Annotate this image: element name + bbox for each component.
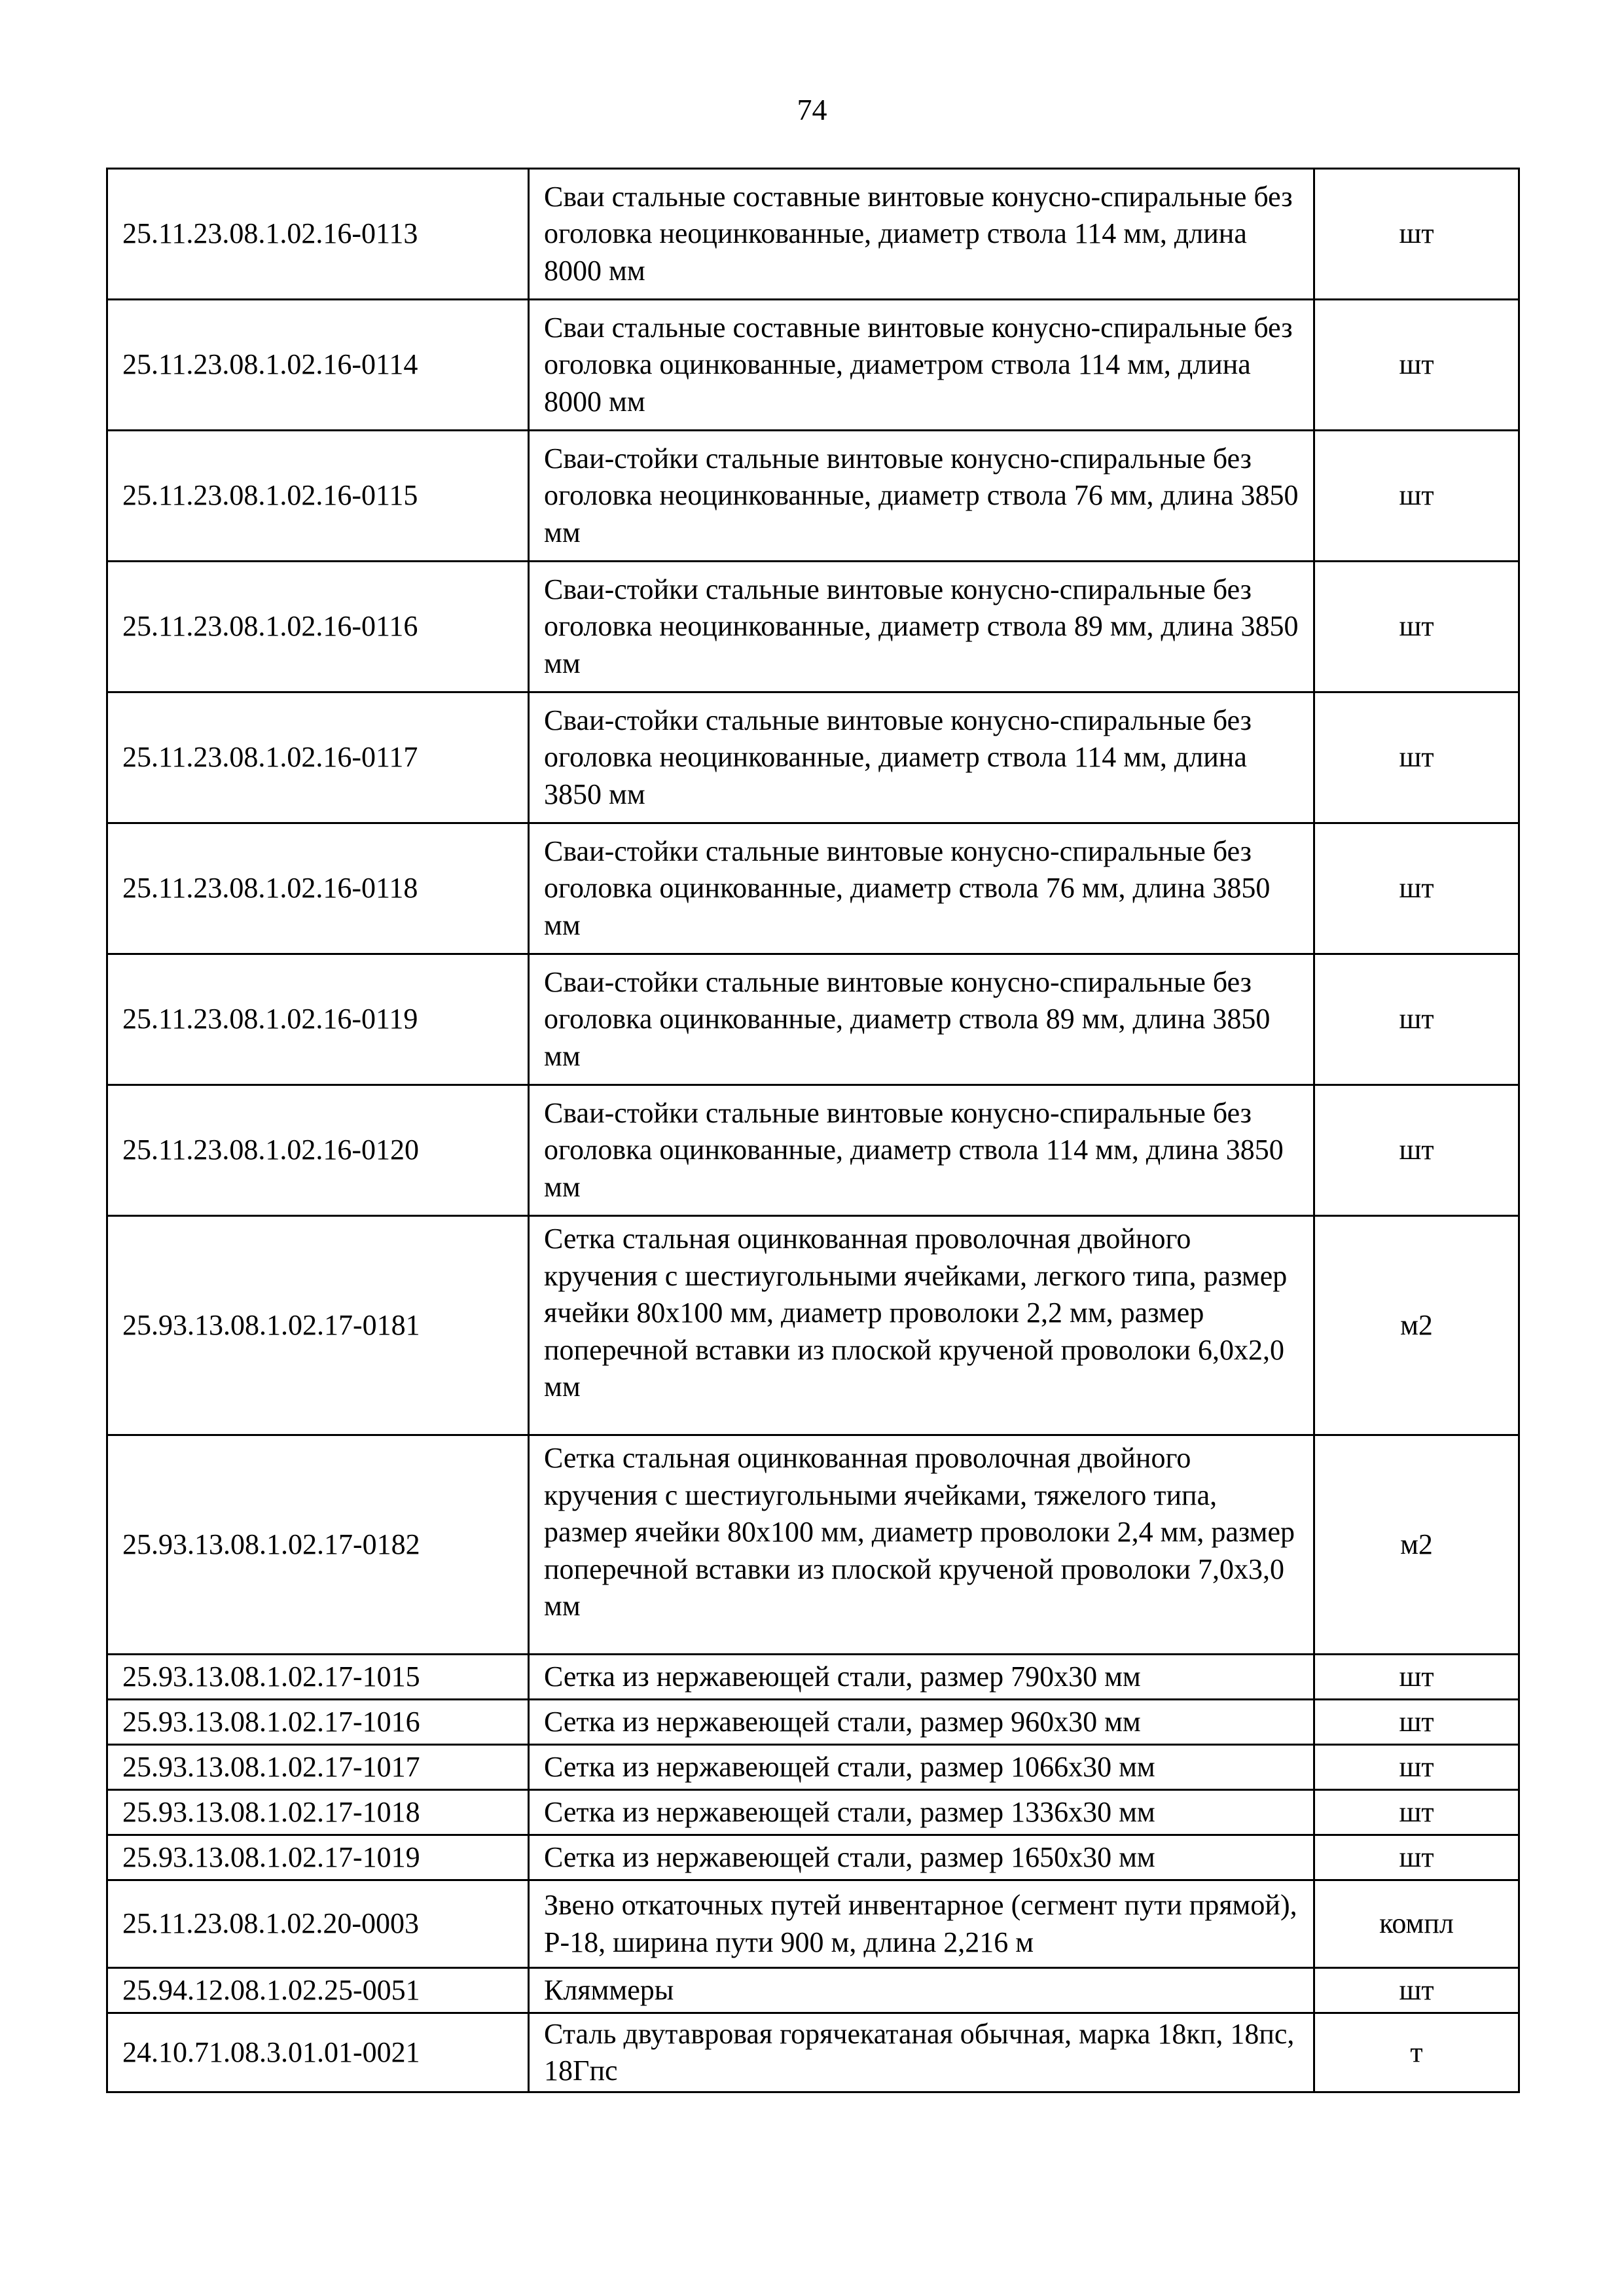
resource-name: Сетка стальная оцинкованная проволочная двойного кручения с шестиугольными ячейками, тяжелого типа, размер ячейки 80х100 мм, диаметр проволоки 2,4 мм, размер поперечной вставки из плоской крученой проволоки 7,0х3,0 мм [529,1435,1314,1655]
table-row [107,692,1519,823]
table-row [107,1655,1519,1700]
resource-name: Сетка из нержавеющей стали, размер 1650х30 мм [529,1835,1314,1880]
unit-of-measure: т [1314,2013,1519,2092]
resource-name: Сваи-стойки стальные винтовые конусно-спиральные без оголовка неоцинкованные, диаметр ствола 114 мм, длина 3850 мм [529,692,1314,823]
resource-name: Сетка из нержавеющей стали, размер 1066х30 мм [529,1745,1314,1790]
resource-name: Сваи-стойки стальные винтовые конусно-спиральные без оголовка оцинкованные, диаметр ствола 76 мм, длина 3850 мм [529,823,1314,954]
resource-name: Сетка из нержавеющей стали, размер 1336х30 мм [529,1790,1314,1835]
table-row [107,823,1519,954]
unit-of-measure: шт [1314,300,1519,431]
table-row [107,1435,1519,1655]
table-row [107,1216,1519,1435]
resource-code: 25.93.13.08.1.02.17-1015 [107,1655,529,1700]
table-row [107,431,1519,562]
resource-code: 25.93.13.08.1.02.17-1019 [107,1835,529,1880]
resource-code: 25.94.12.08.1.02.25-0051 [107,1968,529,2013]
resource-code: 25.11.23.08.1.02.16-0115 [107,431,529,562]
unit-of-measure: шт [1314,431,1519,562]
unit-of-measure: м2 [1314,1435,1519,1655]
resource-code: 25.93.13.08.1.02.17-1017 [107,1745,529,1790]
table-row [107,1085,1519,1216]
resource-code: 25.11.23.08.1.02.16-0114 [107,300,529,431]
resource-code: 25.11.23.08.1.02.16-0119 [107,954,529,1085]
resource-code: 25.11.23.08.1.02.16-0116 [107,562,529,692]
resource-code: 25.93.13.08.1.02.17-0181 [107,1216,529,1435]
resource-code: 25.11.23.08.1.02.16-0118 [107,823,529,954]
resource-code: 25.93.13.08.1.02.17-1018 [107,1790,529,1835]
resource-name: Сваи стальные составные винтовые конусно-спиральные без оголовка оцинкованные, диаметром ствола 114 мм, длина 8000 мм [529,300,1314,431]
unit-of-measure: компл [1314,1880,1519,1968]
resource-name: Сваи стальные составные винтовые конусно-спиральные без оголовка неоцинкованные, диаметр ствола 114 мм, длина 8000 мм [529,169,1314,300]
table-row [107,1835,1519,1880]
resource-name: Сетка из нержавеющей стали, размер 960х30 мм [529,1700,1314,1745]
resource-name: Сваи-стойки стальные винтовые конусно-спиральные без оголовка неоцинкованные, диаметр ствола 76 мм, длина 3850 мм [529,431,1314,562]
table-row [107,1700,1519,1745]
resource-code: 25.11.23.08.1.02.20-0003 [107,1880,529,1968]
unit-of-measure: шт [1314,1968,1519,2013]
resource-code: 25.11.23.08.1.02.16-0120 [107,1085,529,1216]
table-row [107,562,1519,692]
resource-code: 25.93.13.08.1.02.17-0182 [107,1435,529,1655]
resource-name: Сталь двутавровая горячекатаная обычная, марка 18кп, 18пс, 18Гпс [529,2013,1314,2092]
unit-of-measure: шт [1314,1745,1519,1790]
table-row [107,954,1519,1085]
unit-of-measure: шт [1314,692,1519,823]
resource-code: 25.11.23.08.1.02.16-0117 [107,692,529,823]
resource-name: Звено откаточных путей инвентарное (сегмент пути прямой), Р-18, ширина пути 900 м, длина 2,216 м [529,1880,1314,1968]
table-row [107,1790,1519,1835]
table-row [107,1880,1519,1968]
resource-name: Сваи-стойки стальные винтовые конусно-спиральные без оголовка неоцинкованные, диаметр ствола 89 мм, длина 3850 мм [529,562,1314,692]
table-row [107,1745,1519,1790]
table-row [107,2013,1519,2092]
resource-code: 24.10.71.08.3.01.01-0021 [107,2013,529,2092]
resource-name: Сваи-стойки стальные винтовые конусно-спиральные без оголовка оцинкованные, диаметр ствола 114 мм, длина 3850 мм [529,1085,1314,1216]
unit-of-measure: шт [1314,1835,1519,1880]
unit-of-measure: шт [1314,954,1519,1085]
resource-name: Сетка из нержавеющей стали, размер 790х30 мм [529,1655,1314,1700]
unit-of-measure: шт [1314,823,1519,954]
unit-of-measure: шт [1314,1790,1519,1835]
unit-of-measure: м2 [1314,1216,1519,1435]
table-row [107,1968,1519,2013]
unit-of-measure: шт [1314,1655,1519,1700]
resource-code: 25.11.23.08.1.02.16-0113 [107,169,529,300]
unit-of-measure: шт [1314,169,1519,300]
page-number: 74 [797,93,827,126]
resource-name: Кляммеры [529,1968,1314,2013]
resource-code: 25.93.13.08.1.02.17-1016 [107,1700,529,1745]
unit-of-measure: шт [1314,1085,1519,1216]
resource-name: Сетка стальная оцинкованная проволочная двойного кручения с шестиугольными ячейками, легкого типа, размер ячейки 80х100 мм, диаметр проволоки 2,2 мм, размер поперечной вставки из плоской крученой проволоки 6,0х2,0 мм [529,1216,1314,1435]
unit-of-measure: шт [1314,1700,1519,1745]
table-row [107,169,1519,300]
materials-table [106,168,1520,2093]
table-row [107,300,1519,431]
resource-name: Сваи-стойки стальные винтовые конусно-спиральные без оголовка оцинкованные, диаметр ствола 89 мм, длина 3850 мм [529,954,1314,1085]
unit-of-measure: шт [1314,562,1519,692]
